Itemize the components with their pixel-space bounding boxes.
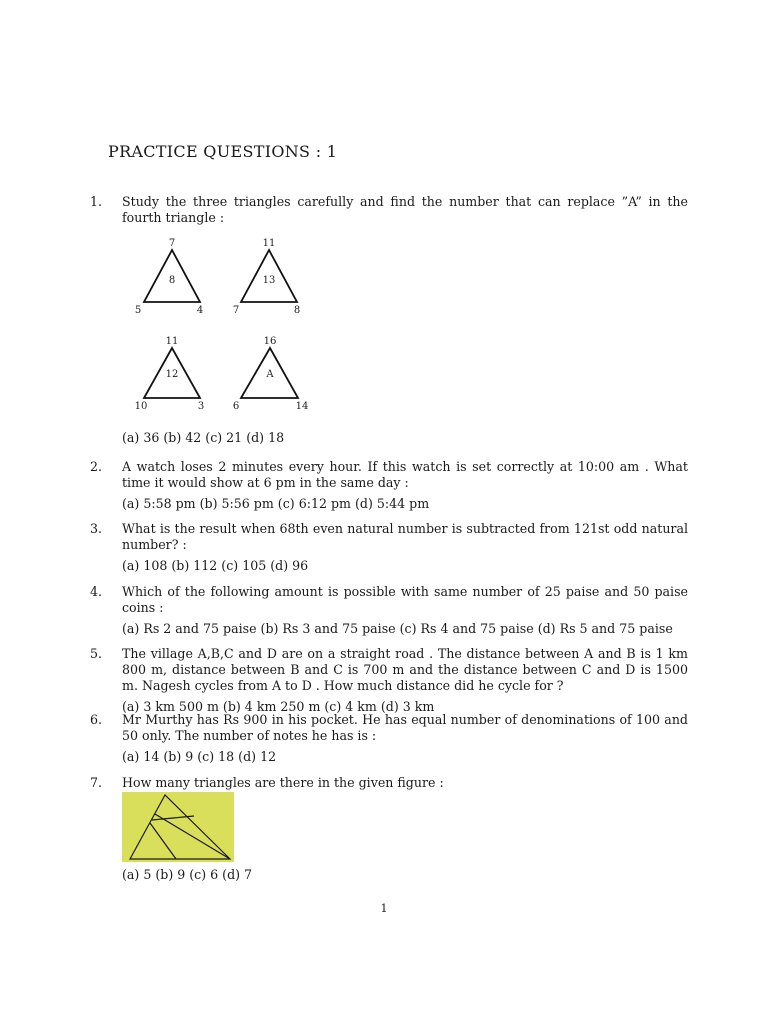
- triangle-left-value: 5: [134, 305, 142, 316]
- triangle-top-value: 11: [262, 238, 276, 249]
- triangle-center-value: 8: [168, 275, 176, 286]
- question-3: [90, 521, 688, 574]
- triangle-right-value: 14: [295, 401, 309, 412]
- question-2: [90, 459, 688, 512]
- triangle-left-value: 10: [134, 401, 148, 412]
- question-number: 2.: [90, 459, 103, 474]
- question-text: Mr Murthy has Rs 900 in his pocket. He has equal number of denominations of 100 and 50 only. The number of notes he has is :: [122, 712, 688, 743]
- triangle-center-value: A: [266, 369, 274, 380]
- triangle-top-value: 16: [263, 336, 277, 347]
- triangle-1: [135, 238, 203, 316]
- triangle-right-value: 3: [197, 401, 205, 412]
- question-text: The village A,B,C and D are on a straight road . The distance between A and B is 1 km 800 m, distance between B and C is 700 m and the distance between C and D is 1500 m. Nagesh cycles from A to D . How much distance did he cycle for ?: [122, 646, 688, 693]
- question-7: [90, 775, 688, 791]
- triangle-3: [135, 336, 205, 412]
- triangle-right-value: 4: [196, 305, 204, 316]
- page-title: PRACTICE QUESTIONS : 1: [108, 142, 338, 161]
- question-options: (a) 108 (b) 112 (c) 105 (d) 96: [122, 558, 309, 573]
- question-options: (a) 5:58 pm (b) 5:56 pm (c) 6:12 pm (d) 5:44 pm: [122, 496, 430, 511]
- question-1-options: (a) 36 (b) 42 (c) 21 (d) 18: [122, 430, 285, 445]
- question-text: What is the result when 68th even natural number is subtracted from 121st odd natural number? :: [122, 521, 688, 552]
- triangle-count-figure: [122, 792, 234, 866]
- question-text: How many triangles are there in the given figure :: [122, 775, 444, 790]
- triangle-puzzle-figure: [128, 236, 328, 420]
- triangle-top-value: 11: [165, 336, 179, 347]
- question-number: 5.: [90, 646, 103, 661]
- triangle-right-value: 8: [293, 305, 301, 316]
- question-4: [90, 584, 688, 637]
- question-6: [90, 712, 688, 765]
- question-number: 6.: [90, 712, 103, 727]
- triangle-left-value: 7: [232, 305, 240, 316]
- page-number: 1: [380, 902, 388, 915]
- triangle-top-value: 7: [168, 238, 176, 249]
- question-7-options: (a) 5 (b) 9 (c) 6 (d) 7: [122, 867, 253, 882]
- triangle-center-value: 13: [262, 275, 276, 286]
- question-text: Study the three triangles carefully and find the number that can replace ”A” in the fourth triangle :: [122, 194, 688, 225]
- question-number: 1.: [90, 194, 103, 209]
- triangle-2: [233, 238, 300, 316]
- triangle-center-value: 12: [165, 369, 179, 380]
- question-number: 7.: [90, 775, 103, 790]
- question-text: Which of the following amount is possible with same number of 25 paise and 50 paise coins :: [122, 584, 688, 615]
- question-number: 4.: [90, 584, 103, 599]
- triangle-left-value: 6: [232, 401, 240, 412]
- question-options: (a) 3 km 500 m (b) 4 km 250 m (c) 4 km (d) 3 km: [122, 699, 435, 714]
- question-1: [90, 194, 688, 226]
- question-options: (a) 14 (b) 9 (c) 18 (d) 12: [122, 749, 277, 764]
- triangle-4: [233, 336, 309, 412]
- question-5: [90, 646, 688, 715]
- question-options: (a) Rs 2 and 75 paise (b) Rs 3 and 75 paise (c) Rs 4 and 75 paise (d) Rs 5 and 75 paise: [122, 621, 673, 636]
- question-number: 3.: [90, 521, 103, 536]
- question-text: A watch loses 2 minutes every hour. If this watch is set correctly at 10:00 am . What time it would show at 6 pm in the same day :: [122, 459, 688, 490]
